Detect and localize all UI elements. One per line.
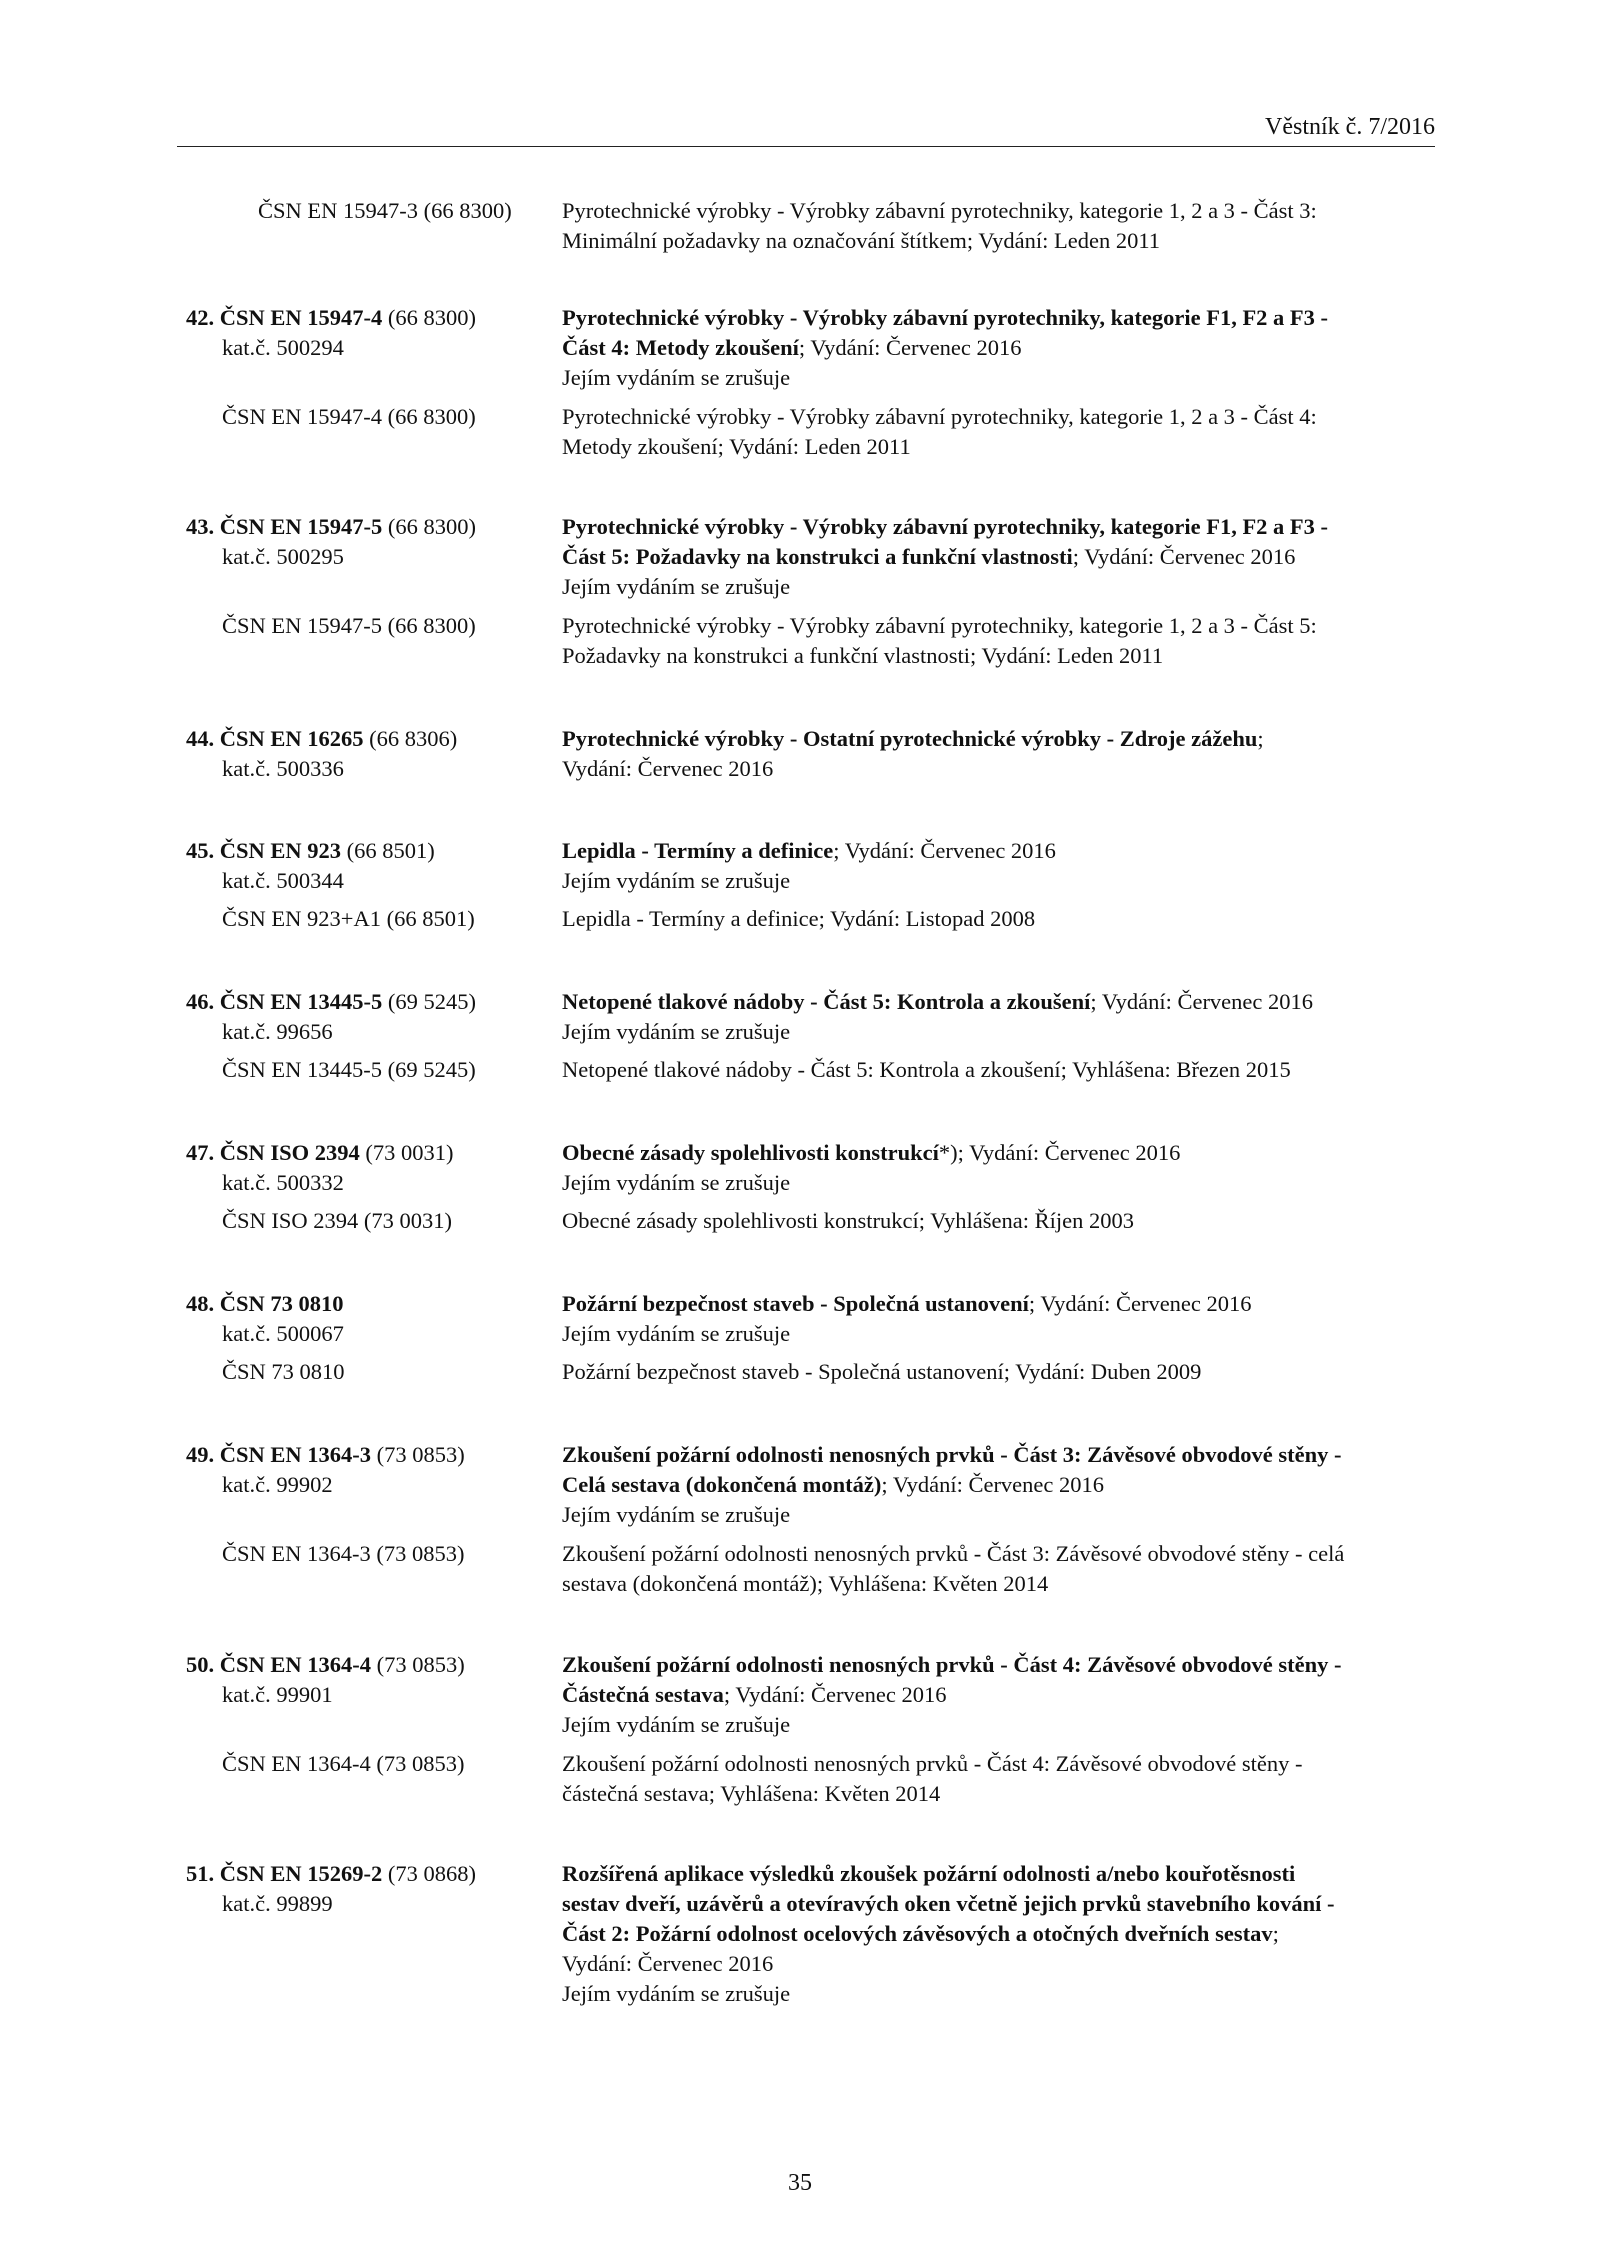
- entry-number: 47.: [186, 1140, 215, 1165]
- replaced-standard-title: Zkoušení požární odolnosti nenosných prvků - Část 3: Závěsové obvodové stěny - celá sestava (dokončená montáž); Vyhlášena: Květen 2014: [562, 1541, 1345, 1596]
- standard-title: Netopené tlakové nádoby - Část 5: Kontrola a zkoušení; Vydání: Červenec 2016 Jejím vydáním se zrušuje: [562, 987, 1442, 1047]
- entry-number: 45.: [186, 838, 215, 863]
- replaces-note: Jejím vydáním se zrušuje: [562, 1981, 791, 2006]
- replaces-note: Jejím vydáním se zrušuje: [562, 1019, 791, 1044]
- replaces-note: Jejím vydáním se zrušuje: [562, 1712, 791, 1737]
- page-header-title: Věstník č. 7/2016: [1265, 114, 1435, 140]
- replaced-standard-code: ČSN EN 15947-5 (66 8300): [222, 613, 476, 638]
- entry-number: 44.: [186, 726, 215, 751]
- standard-code: 48. ČSN 73 0810 kat.č. 500067: [186, 1289, 556, 1349]
- standard-title: Pyrotechnické výrobky - Výrobky zábavní pyrotechniky, kategorie 1, 2 a 3 - Část 3: Minimální požadavky na označování štítkem; Vydání: Leden 2011: [562, 198, 1317, 253]
- entry-number: 43.: [186, 514, 215, 539]
- replaced-standard-code: ČSN 73 0810: [222, 1359, 345, 1384]
- standard-title: Obecné zásady spolehlivosti konstrukcí*); Vydání: Červenec 2016 Jejím vydáním se zrušuje: [562, 1138, 1442, 1198]
- catalog-number: kat.č. 99902: [222, 1472, 333, 1497]
- standard-title: Pyrotechnické výrobky - Výrobky zábavní pyrotechniky, kategorie F1, F2 a F3 - Část 4: Metody zkoušení; Vydání: Červenec 2016 Jejím vydáním se zrušuje: [562, 303, 1442, 393]
- replaced-standard-code: ČSN EN 923+A1 (66 8501): [222, 906, 475, 931]
- replaces-note: Jejím vydáním se zrušuje: [562, 1502, 791, 1527]
- header-divider: [177, 146, 1435, 147]
- standard-title: Pyrotechnické výrobky - Výrobky zábavní pyrotechniky, kategorie F1, F2 a F3 - Část 5: Požadavky na konstrukci a funkční vlastnosti; Vydání: Červenec 2016 Jejím vydáním se zrušuje: [562, 512, 1442, 602]
- replaces-note: Jejím vydáním se zrušuje: [562, 1321, 791, 1346]
- standard-code: 47. ČSN ISO 2394 (73 0031) kat.č. 500332: [186, 1138, 556, 1198]
- replaced-standard-code: ČSN EN 1364-3 (73 0853): [222, 1541, 465, 1566]
- catalog-number: kat.č. 99901: [222, 1682, 333, 1707]
- catalog-number: kat.č. 500294: [222, 335, 344, 360]
- standard-title: Rozšířená aplikace výsledků zkoušek požární odolnosti a/nebo kouřotěsnosti sestav dveří, uzávěrů a otevíravých oken včetně jejich prvků stavebního kování - Část 2: Požární odolnost ocelových závěsových a otočných dveřních sestav; Vydání: Červenec 2016 Jejím vydáním se zrušuje: [562, 1859, 1442, 2009]
- replaced-standard-code: ČSN EN 15947-4 (66 8300): [222, 404, 476, 429]
- standard-title: Lepidla - Termíny a definice; Vydání: Červenec 2016 Jejím vydáním se zrušuje: [562, 836, 1442, 896]
- replaced-standard-code: ČSN EN 13445-5 (69 5245): [222, 1057, 476, 1082]
- standard-code: 49. ČSN EN 1364-3 (73 0853) kat.č. 99902: [186, 1440, 556, 1500]
- catalog-number: kat.č. 500067: [222, 1321, 344, 1346]
- catalog-number: kat.č. 500295: [222, 544, 344, 569]
- replaced-standard-title: Zkoušení požární odolnosti nenosných prvků - Část 4: Závěsové obvodové stěny - částečná sestava; Vyhlášena: Květen 2014: [562, 1751, 1303, 1806]
- catalog-number: kat.č. 500344: [222, 868, 344, 893]
- replaces-note: Jejím vydáním se zrušuje: [562, 365, 791, 390]
- standard-code: 50. ČSN EN 1364-4 (73 0853) kat.č. 99901: [186, 1650, 556, 1710]
- standard-code: 43. ČSN EN 15947-5 (66 8300) kat.č. 500295: [186, 512, 556, 572]
- standard-code: ČSN EN 15947-3 (66 8300): [258, 198, 512, 223]
- replaces-note: Jejím vydáním se zrušuje: [562, 574, 791, 599]
- entry-number: 50.: [186, 1652, 215, 1677]
- standard-title: Zkoušení požární odolnosti nenosných prvků - Část 3: Závěsové obvodové stěny - Celá sestava (dokončená montáž); Vydání: Červenec 2016 Jejím vydáním se zrušuje: [562, 1440, 1442, 1530]
- entry-number: 48.: [186, 1291, 215, 1316]
- replaces-note: Jejím vydáním se zrušuje: [562, 868, 791, 893]
- replaced-standard-title: Lepidla - Termíny a definice; Vydání: Listopad 2008: [562, 906, 1036, 931]
- replaced-standard-title: Pyrotechnické výrobky - Výrobky zábavní pyrotechniky, kategorie 1, 2 a 3 - Část 5: Požadavky na konstrukci a funkční vlastnosti; Vydání: Leden 2011: [562, 613, 1317, 668]
- replaced-standard-title: Pyrotechnické výrobky - Výrobky zábavní pyrotechniky, kategorie 1, 2 a 3 - Část 4: Metody zkoušení; Vydání: Leden 2011: [562, 404, 1317, 459]
- standard-code: 51. ČSN EN 15269-2 (73 0868) kat.č. 99899: [186, 1859, 556, 1919]
- entry-number: 49.: [186, 1442, 215, 1467]
- catalog-number: kat.č. 99899: [222, 1891, 333, 1916]
- standard-code: 42. ČSN EN 15947-4 (66 8300) kat.č. 500294: [186, 303, 556, 363]
- standard-code: 44. ČSN EN 16265 (66 8306) kat.č. 500336: [186, 724, 556, 784]
- catalog-number: kat.č. 500332: [222, 1170, 344, 1195]
- standard-code: 46. ČSN EN 13445-5 (69 5245) kat.č. 99656: [186, 987, 556, 1047]
- replaced-standard-title: Netopené tlakové nádoby - Část 5: Kontrola a zkoušení; Vyhlášena: Březen 2015: [562, 1057, 1291, 1082]
- replaced-standard-code: ČSN ISO 2394 (73 0031): [222, 1208, 453, 1233]
- standard-code: 45. ČSN EN 923 (66 8501) kat.č. 500344: [186, 836, 556, 896]
- standard-title: Požární bezpečnost staveb - Společná ustanovení; Vydání: Červenec 2016 Jejím vydáním se zrušuje: [562, 1289, 1442, 1349]
- entry-number: 42.: [186, 305, 215, 330]
- standard-title: Zkoušení požární odolnosti nenosných prvků - Část 4: Závěsové obvodové stěny - Částečná sestava; Vydání: Červenec 2016 Jejím vydáním se zrušuje: [562, 1650, 1442, 1740]
- replaced-standard-code: ČSN EN 1364-4 (73 0853): [222, 1751, 465, 1776]
- catalog-number: kat.č. 500336: [222, 756, 344, 781]
- page-number: 35: [788, 2170, 812, 2196]
- entry-number: 51.: [186, 1861, 215, 1886]
- replaces-note: Jejím vydáním se zrušuje: [562, 1170, 791, 1195]
- standard-title: Pyrotechnické výrobky - Ostatní pyrotechnické výrobky - Zdroje zážehu; Vydání: Červenec 2016: [562, 726, 1264, 781]
- entry-number: 46.: [186, 989, 215, 1014]
- replaced-standard-title: Obecné zásady spolehlivosti konstrukcí; Vyhlášena: Říjen 2003: [562, 1208, 1134, 1233]
- replaced-standard-title: Požární bezpečnost staveb - Společná ustanovení; Vydání: Duben 2009: [562, 1359, 1202, 1384]
- catalog-number: kat.č. 99656: [222, 1019, 333, 1044]
